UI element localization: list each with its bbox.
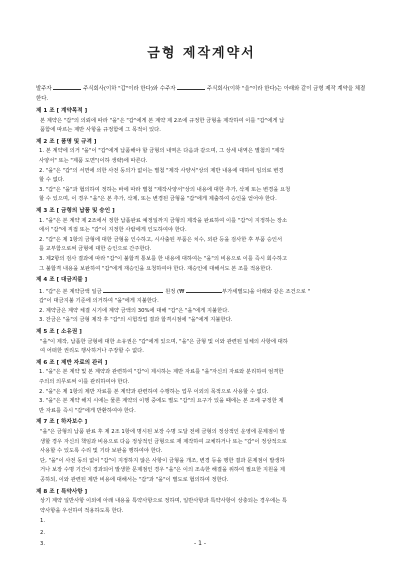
article-text: 본 계약은 "갑"의 의뢰에 따라 "을"은 "갑"에게 본 계약 제 2조에 규정한 금형을 제작하여 이를 "갑"에게 납 — [40, 117, 285, 124]
page-number: - 1 - — [194, 540, 206, 547]
clause-item: 2. "을"은 "갑"의 서면에 의한 사전 동의가 없이는 별첨 "제작 사양서"상의 제반 내용에 대하여 임의로 변경 할 수 없다. — [39, 167, 284, 184]
intro-paragraph — [36, 83, 367, 104]
article-text: 생할 경우 자신의 책임과 비용으로 다음 정상적인 금형으로 재 제작하여 교체하거나 또는 "갑"이 정상적으로 — [40, 438, 287, 445]
article-text: "을"이 제작, 납품한 금형에 대한 소유권은 "갑"에게 있으며, "을"은 금형 및 이와 관련된 일체의 사항에 대하 — [40, 338, 288, 345]
clause-item: 1. "을"은 본 계약 제 2조에서 정한 납품완료 예정일까지 금형의 제작을 완료하여 이를 "갑"이 지정하는 장소 에서 "갑"에 직접 또는 "갑"이 지정한 사람에게 인도하여야 한다. — [39, 217, 288, 234]
article-6 — [36, 359, 367, 417]
clause-item: 1. "을"은 본 계약 및 본 계약과 관련하여 "갑"이 제시하는 제반 자료를 "을"자신의 자료와 분리하여 엄격한 주의의 의무로써 이를 관리하여야 한다. — [39, 369, 284, 386]
article-title: 제 5 조 [ 소유권 ] — [36, 329, 82, 336]
article-text: 거나 보장 수명 기간이 경과되어 발생한 문제점인 경우 "을"은 이의 조속한 해결을 위하여 필요한 지원을 제 — [40, 467, 286, 474]
article-5 — [36, 328, 367, 357]
article-text: 여 어떠한 권리도 행사하거나 주장할 수 없다. — [40, 348, 144, 355]
special-term-2: 2. — [40, 529, 46, 536]
article-title: 제 3 조 [ 금형의 납품 및 승인 ] — [36, 207, 115, 214]
clause-item: 3. "을"은 본 계약 해지 시에는 물론 계약의 이행 중에도 별도 "갑"의 요구가 있을 때에는 본 조에 규정한 제 반 자료를 즉시 "갑"에게 반환하여야 한다. — [39, 398, 284, 414]
article-text: 품함에 따르는 제반 사항을 규정함에 그 목적이 있다. — [40, 127, 161, 134]
article-text: "을"은 금형의 납품 완료 후 제 2조 1항에 명시된 보장 수명 도달 전에 금형의 정상적인 운영에 문제점이 발 — [40, 429, 285, 435]
blank-orderer — [53, 83, 81, 90]
article-title: 제 7 조 [ 하자보수 ] — [36, 419, 88, 426]
article-3 — [36, 207, 367, 274]
blank-contractor — [177, 83, 205, 90]
clause-item: 1. "갑"은 본 계약금액 일금 원정 (₩ 부가세별도)을 아래와 같은 조건으로 " 갑"이 대금지불 기준에 의거하여 "을"에게 지불한다. — [36, 286, 367, 307]
intro-text-1: 발주자 — [36, 86, 52, 92]
clause-item: 3. 잔금은 "을"의 금형 제작 후 "갑"의 시험작업 결과 합격시점에 "을"에게 지불한다. — [39, 317, 233, 324]
article-title: 제 8 조 [ 특약사항 ] — [36, 488, 88, 495]
clause-item: 3. 제2항의 검사 결과에 따라 "갑"이 불합격 통보를 한 내용에 대하여는 "을"의 비용으로 이를 즉시 회수하고 그 불합격 내용을 보완하여 "갑"에게 재승인을 요청하여야 한다. 재승인에 대해서도 본 조를 적용한다. — [39, 255, 288, 272]
article-1 — [36, 107, 367, 136]
intro-text-2: 주식회사(이하 "갑"이라 한다)와 수주자 — [83, 86, 176, 92]
article-text: 약사항을 우선하여 적용하도록 한다. — [40, 507, 124, 514]
article-2 — [36, 138, 367, 205]
blank-amount-number — [186, 286, 222, 293]
clause-item: 3. "갑"은 "을"과 협의하여 정하는 바에 따라 별첨 "제작사양서"상의 내용에 대한 추가, 삭제 또는 변경을 요청 할 수 있으며, 이 경우 "을"은 본 추가, 삭제, 또는 변경된 금형을 "갑"에게 제출하여 승인을 얻어야 한다. — [39, 186, 291, 203]
article-text: 공하되, 이와 관련된 제반 비용에 대해서는 "갑"과 "을"이 별도로 협의하여 정한다. — [40, 476, 229, 483]
clause-item: 2. "갑"은 제 1항의 금형에 대한 금형을 인수하고, 시사출된 부품은 치수, 외관 등을 검사한 후 부품 승인서 를 교부함으로써 금형에 대한 승인으로 간주한다. — [39, 236, 283, 253]
article-text: 상기 계약 일반사항 이외에 아래 내용을 특약사항으로 정하며, 일반사항과 특약사항이 상충되는 경우에는 특 — [40, 498, 288, 505]
article-7 — [36, 418, 367, 485]
article-title: 제 6 조 [ 제반 자료의 관리 ] — [36, 359, 108, 366]
article-title: 제 1 조 [ 계약목적 ] — [36, 108, 88, 114]
special-term-1: 1. — [40, 518, 46, 525]
clause-item: 2. "을"은 제 1항의 제반 자료를 본 계약과 관련하여 수행하는 업무 이외의 목적으로 사용할 수 없다. — [39, 388, 269, 395]
article-text: 사용할 수 있도록 수리 및 기타 보완을 행하여야 한다. — [40, 448, 163, 455]
intro-text-3: 주식회사(이하 "을"이라 한다)는 아래와 같이 금형 제작 계약을 체결한다. — [36, 86, 366, 102]
special-term-3: 3. — [40, 541, 46, 548]
article-text: 단, "을"이 사전 동의 없이 "갑"이 지정하지 않은 사항이 금형을 개조, 변경 등을 행한 결과 문제점이 발생하 — [40, 457, 285, 464]
article-4 — [36, 276, 367, 326]
article-title: 제 4 조 [ 대금지불 ] — [36, 277, 88, 284]
document-title: 금형 제작계약서 — [147, 46, 256, 61]
clause-item: 2. 계약금은 계약 체결 시기에 계약 금액의 30%에 대해 "갑"은 "을"에게 지불한다. — [39, 307, 230, 314]
article-title: 제 2 조 [ 품명 및 규격 ] — [36, 138, 97, 145]
clause-item: 1. 본 계약에 의거 "을"이 "갑"에게 납품해야 할 금형의 내역은 다음과 같으며, 그 상세 내역은 별첨의 "제작 사양서" 또는 "제품 도면"(이하 생략)에 따른다. — [39, 148, 285, 164]
blank-amount-text — [103, 286, 163, 293]
